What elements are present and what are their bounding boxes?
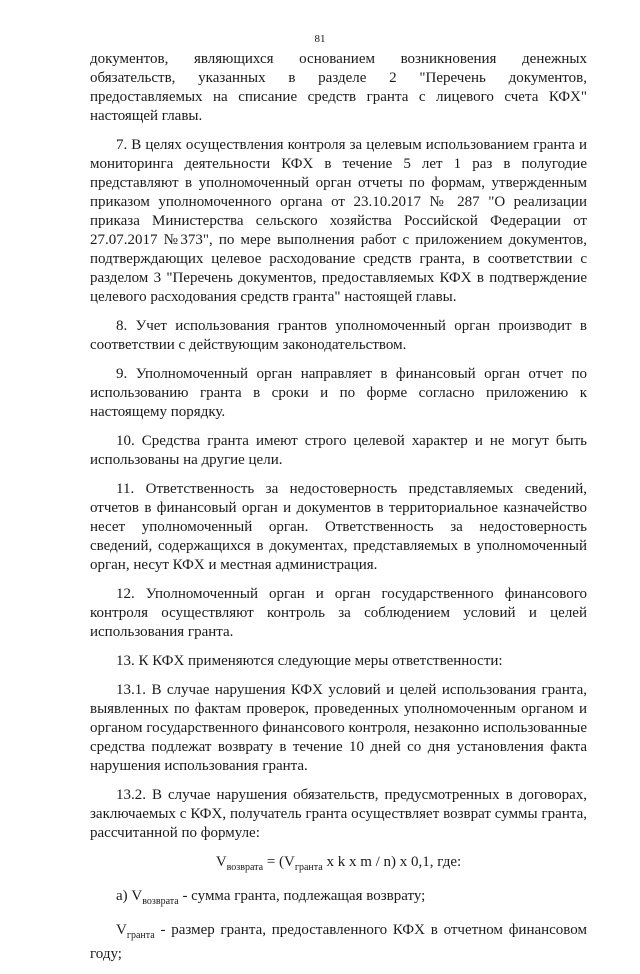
definition-v-return <box>90 887 587 911</box>
definition-prefix: V <box>116 922 127 938</box>
definition-prefix: а) V <box>116 888 143 904</box>
formula-rest: x k x m / n) x 0,1, где: <box>322 854 462 870</box>
paragraph-11: 11. Ответственность за недостоверность представляемых сведений, отчетов в финансовый орган и документов в территориальное казначейство несет уполномоченный орган. Ответственность за недостоверность сведений, содержащихся в документах, представляемых в уполномоченный орган, несут КФХ и местная администрация. <box>90 481 587 573</box>
paragraph-continuation: документов, являющихся основанием возникновения денежных обязательств, указанных в разделе 2 "Перечень документов, предоставляемых на списание средств гранта с лицевого счета КФХ" настоящей главы. <box>90 51 587 124</box>
definition-text: - сумма гранта, подлежащая возврату; <box>178 888 426 904</box>
definition-sub: возврата <box>142 896 179 907</box>
return-formula <box>90 853 587 877</box>
paragraph-13-1: 13.1. В случае нарушения КФХ условий и целей использования гранта, выявленных по фактам проверок, проведенных уполномоченным органом и органом государственного финансового контроля, незаконно использованные средства подлежат возврату в течение 10 дней со дня установления факта нарушения использования гранта. <box>90 682 587 774</box>
paragraph-7: 7. В целях осуществления контроля за целевым использованием гранта и мониторинга деятельности КФХ в течение 5 лет 1 раз в полугодие представляют в уполномоченный орган отчеты по формам, утвержденным приказом уполномоченного органа от 23.10.2017 № 287 "О реализации приказа Министерства сельского хозяйства Российской Федерации от 27.07.2017 №373", по мере выполнения работ с приложением документов, подтверждающих целевое расходование средств гранта, в соответствии с разделом 3 "Перечень документов, предоставляемых КФХ в подтверждение целевого расходования средств гранта" настоящей главы. <box>90 137 587 305</box>
formula-eq: = (V <box>263 854 295 870</box>
paragraph-13: 13. К КФХ применяются следующие меры ответственности: <box>116 653 503 669</box>
paragraph-9: 9. Уполномоченный орган направляет в финансовый орган отчет по использованию гранта в сроки и по форме согласно приложению к настоящему порядку. <box>90 366 587 420</box>
paragraph-12: 12. Уполномоченный орган и орган государственного финансового контроля осуществляют контроль за соблюдением условий и целей использования гранта. <box>90 586 587 640</box>
formula-v: V <box>215 854 227 870</box>
definition-text: - размер гранта, предоставленного КФХ в отчетном финансовом году; <box>90 922 587 962</box>
page-number: 81 <box>314 33 326 45</box>
definition-v-grant <box>90 921 587 964</box>
paragraph-8: 8. Учет использования грантов уполномоченный орган производит в соответствии с действующим законодательством. <box>90 318 587 353</box>
paragraph-10: 10. Средства гранта имеют строго целевой характер и не могут быть использованы на другие цели. <box>90 433 587 468</box>
document-body <box>90 50 587 974</box>
paragraph-13-2: 13.2. В случае нарушения обязательств, предусмотренных в договорах, заключаемых с КФХ, получатель гранта осуществляет возврат суммы гранта, рассчитанной по формуле: <box>90 787 587 841</box>
formula-sub-grant: гранта <box>294 862 323 873</box>
formula-sub-return: возврата <box>226 862 264 873</box>
definition-sub: гранта <box>126 930 155 941</box>
